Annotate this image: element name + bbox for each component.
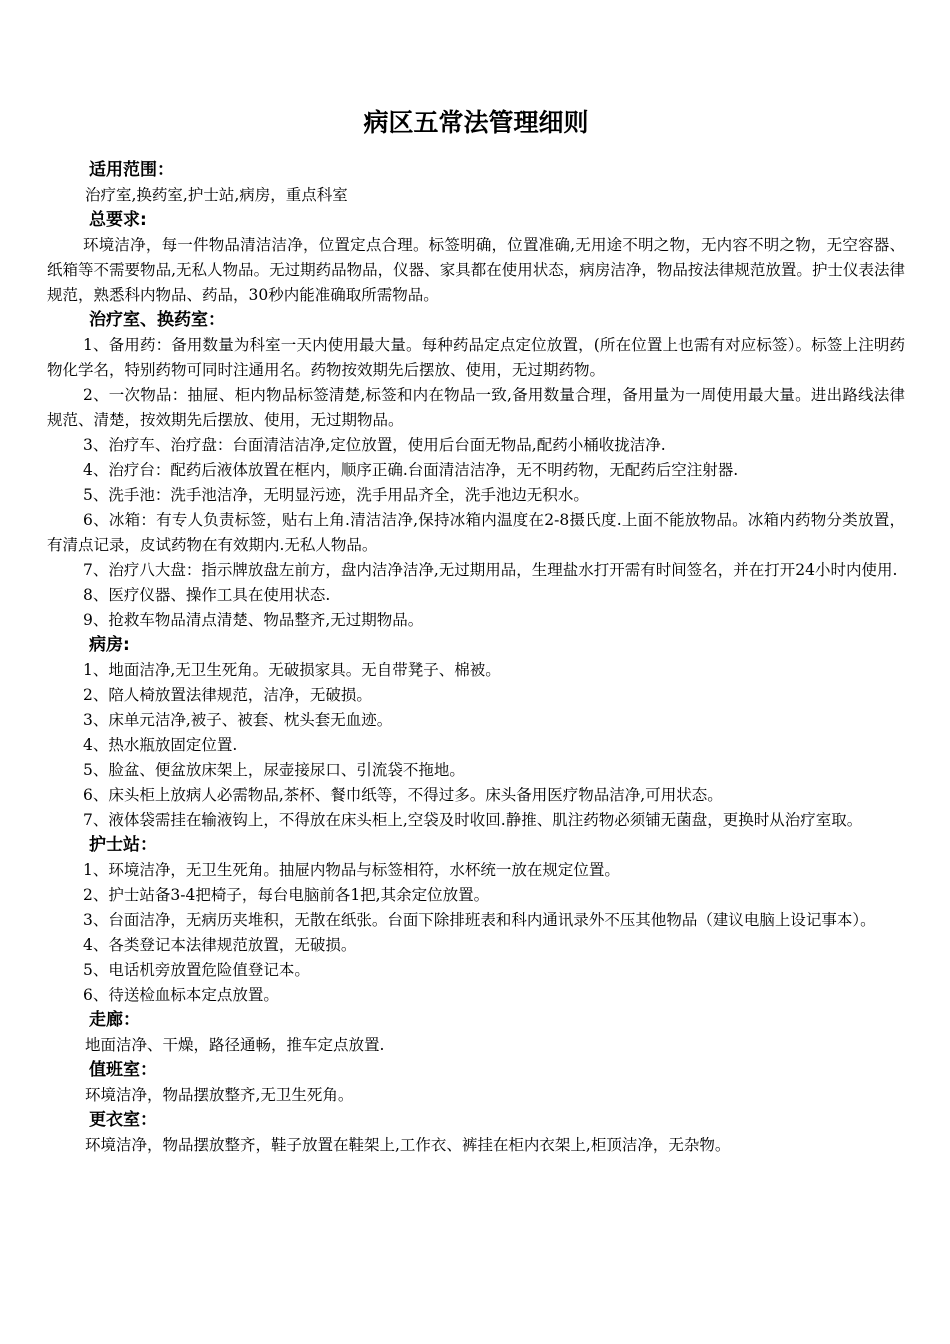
list-item: 8、医疗仪器、操作工具在使用状态.	[83, 586, 331, 604]
nurse-station-list	[47, 858, 905, 1008]
section-heading-scope: 适用范围：	[89, 160, 174, 180]
list-item: 2、陪人椅放置法律规范，洁净，无破损。	[83, 686, 372, 704]
list-item: 7、液体袋需挂在输液钩上，不得放在床头柜上,空袋及时收回.静推、肌注药物必须铺无菌盘，更换时从治疗室取。	[83, 811, 863, 829]
list-item: 5、电话机旁放置危险值登记本。	[83, 961, 310, 979]
list-item: 3、治疗车、治疗盘：台面清洁洁净,定位放置，使用后台面无物品,配药小桶收拢洁净.	[83, 436, 666, 454]
duty-room-text: 环境洁净，物品摆放整齐,无卫生死角。	[85, 1086, 354, 1104]
document-title: 病区五常法管理细则	[363, 108, 589, 137]
list-item: 6、待送检血标本定点放置。	[83, 986, 279, 1004]
list-item: 9、抢救车物品清点清楚、物品整齐,无过期物品。	[83, 611, 424, 629]
list-item: 4、治疗台：配药后液体放置在框内，顺序正确.台面清洁洁净，无不明药物，无配药后空注射器.	[83, 461, 739, 479]
section-heading-treatment: 治疗室、换药室：	[89, 310, 225, 330]
corridor-text: 地面洁净、干燥，路径通畅，推车定点放置.	[85, 1036, 385, 1054]
list-item: 1、环境洁净，无卫生死角。抽屉内物品与标签相符，水杯统一放在规定位置。	[83, 861, 620, 879]
list-item: 2、护士站备3-4把椅子，每台电脑前各1把,其余定位放置。	[83, 886, 490, 904]
list-item: 4、热水瓶放固定位置.	[83, 736, 238, 754]
section-heading-corridor: 走廊：	[89, 1010, 140, 1030]
section-heading-nurse-station: 护士站：	[89, 835, 157, 855]
list-item: 5、洗手池：洗手池洁净，无明显污迹，洗手用品齐全，洗手池边无积水。	[83, 486, 589, 504]
scope-text: 治疗室,换药室,护士站,病房，重点科室	[85, 186, 348, 204]
general-text: 环境洁净，每一件物品清洁洁净，位置定点合理。标签明确，位置准确,无用途不明之物，无内容不明之物，无空容器、纸箱等不需要物品,无私人物品。无过期药品物品，仪器、家具都在使用状态，病房洁净，物品按法律规范放置。护士仪表法律规范，熟悉科内物品、药品，30秒内能准确取所需物品。	[47, 236, 905, 304]
document-page	[47, 100, 905, 1158]
list-item: 6、床头柜上放病人必需物品,茶杯、餐巾纸等，不得过多。床头备用医疗物品洁净,可用状态。	[83, 786, 723, 804]
list-item: 3、台面洁净，无病历夹堆积，无散在纸张。台面下除排班表和科内通讯录外不压其他物品（建议电脑上设记事本）。	[83, 911, 876, 929]
locker-room-text: 环境洁净，物品摆放整齐，鞋子放置在鞋架上,工作衣、裤挂在柜内衣架上,柜顶洁净，无杂物。	[85, 1136, 731, 1154]
list-item: 2、一次物品：抽屉、柜内物品标签清楚,标签和内在物品一致,备用数量合理，备用量为一周使用最大量。进出路线法律规范、清楚，按效期先后摆放、使用，无过期物品。	[47, 386, 905, 429]
section-heading-duty-room: 值班室：	[89, 1060, 157, 1080]
section-heading-general: 总要求:	[89, 210, 147, 230]
list-item: 3、床单元洁净,被子、被套、枕头套无血迹。	[83, 711, 393, 729]
section-heading-ward: 病房:	[89, 635, 130, 655]
ward-list	[47, 658, 905, 833]
list-item: 6、冰箱：有专人负责标签，贴右上角.清洁洁净,保持冰箱内温度在2-8摄氏度.上面不能放物品。冰箱内药物分类放置，有清点记录，皮试药物在有效期内.无私人物品。	[47, 511, 905, 554]
list-item: 4、各类登记本法律规范放置，无破损。	[83, 936, 357, 954]
list-item: 1、备用药：备用数量为科室一天内使用最大量。每种药品定点定位放置，(所在位置上也需有对应标签）。标签上注明药物化学名，特别药物可同时注通用名。药物按效期先后摆放、使用，无过期药物。	[47, 336, 905, 379]
treatment-list	[47, 333, 905, 633]
list-item: 1、地面洁净,无卫生死角。无破损家具。无自带凳子、棉被。	[83, 661, 501, 679]
list-item: 5、脸盆、便盆放床架上，尿壶接尿口、引流袋不拖地。	[83, 761, 465, 779]
section-heading-locker-room: 更衣室：	[89, 1110, 157, 1130]
list-item: 7、治疗八大盘：指示牌放盘左前方，盘内洁净洁净,无过期用品，生理盐水打开需有时间签名，并在打开24小时内使用.	[83, 561, 898, 579]
